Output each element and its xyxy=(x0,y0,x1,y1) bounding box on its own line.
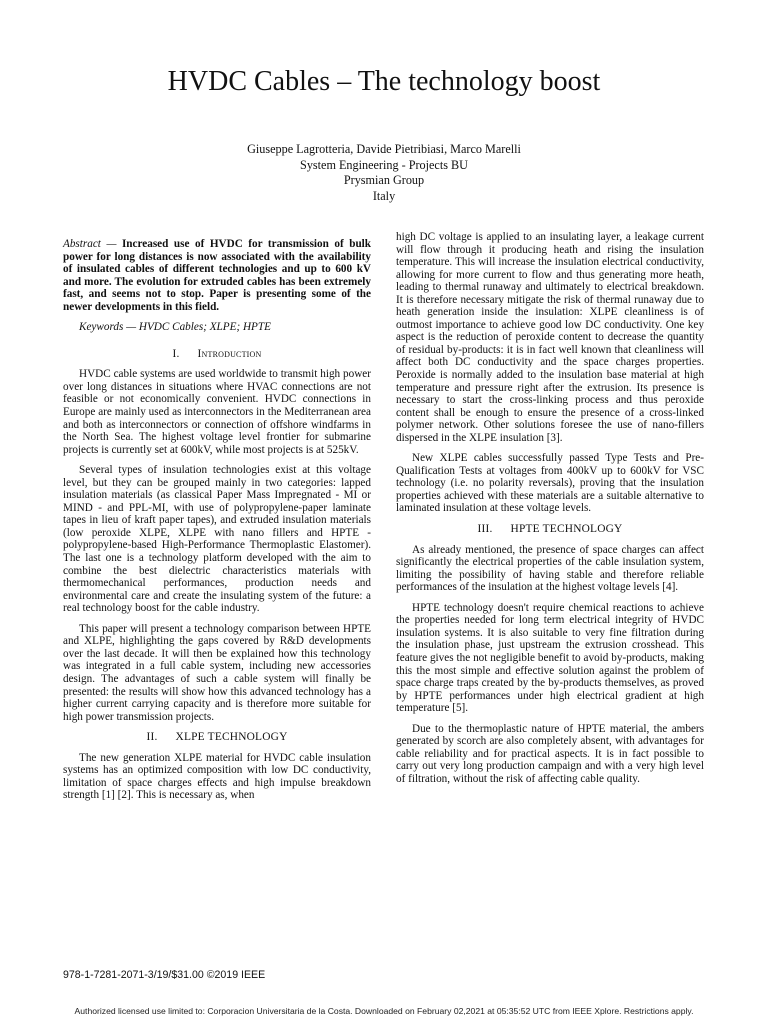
section-heading-hpte xyxy=(396,523,704,536)
author-names: Giuseppe Lagrotteria, Davide Pietribiasi, Marco Marelli xyxy=(247,142,521,156)
affiliation-country: Italy xyxy=(372,188,396,203)
author-block xyxy=(0,142,768,204)
right-column xyxy=(396,231,704,793)
abstract xyxy=(63,238,371,313)
abstract-label: Abstract — xyxy=(63,238,117,250)
left-column xyxy=(63,238,371,810)
paragraph: Due to the thermoplastic nature of HPTE material, the ambers generated by scorch are also completely absent, with advantages for cable reliability and for practical aspects. It is in fact possible to carry out very long production campaign and with a very high level of filtration, without the risk of affecting cable quality. xyxy=(396,722,704,785)
paper-title: HVDC Cables – The technology boost xyxy=(167,66,601,97)
section-title: Introduction xyxy=(197,347,262,360)
paragraph: As already mentioned, the presence of space charges can affect significantly the electrical properties of the cable insulation system, limiting the possibility of having stable and therefore reliable performances of the insulation at the highest voltage levels [4]. xyxy=(396,543,704,594)
license-notice: Authorized licensed use limited to: Corporacion Universitaria de la Costa. Downloaded on February 02,2021 at 05:35:52 UTC from IEEE Xplore. Restrictions apply. xyxy=(74,1006,694,1016)
section-number: I. xyxy=(172,347,180,360)
abstract-text: Increased use of HVDC for transmission of bulk power for long distances is now associated with the availability of insulated cables of different technologies and up to 600 kV and more. The evolution for extruded cables has been extremely fast, and seems not to stop. Paper is presenting some of the newer developments in this field. xyxy=(63,238,372,313)
section-title: HPTE TECHNOLOGY xyxy=(510,523,623,536)
keywords: Keywords — HVDC Cables; XLPE; HPTE xyxy=(79,321,271,334)
paragraph-continued: high DC voltage is applied to an insulating layer, a leakage current will flow through it producing heath and rising the insulation temperature. This will increase the insulation electrical conductivity, allowing for more current to flow and thus generating more heath, leading to thermal runaway and ultimately to electrical breakdown. It is therefore necessary mitigate the risk of thermal runaway due to heath generation inside the insulation: XLPE cleanliness is of outmost importance to achieve good low DC conductivity. One key aspect is the reduction of peroxide content to decrease the quantity of residual by-products: it is in fact well known that cleanliness will affect both DC conductivity and the space charges properties. Peroxide is normally added to the insulation base material at high temperature and pressure right after the extrusion. Its presence is necessary to start the cross-linking process and thus peroxide content shall be enough to ensure the presence of a cross-linked polymer network. Other solutions foresee the use of nano-fillers dispersed in the XLPE insulation [3]. xyxy=(396,231,704,444)
paragraph: New XLPE cables successfully passed Type Tests and Pre-Qualification Tests at voltages from 400kV up to 600kV for VSC technology (i.e. no polarity reversals), proving that the insulation properties achieved with these materials are a suitable alternative to laminated insulation at these voltage levels. xyxy=(396,452,704,515)
section-number: III. xyxy=(477,523,493,536)
paragraph: HPTE technology doesn't require chemical reactions to achieve the properties needed for long term electrical integrity of HVDC insulation systems. It is also suitable to very fine filtration during the insulation phase, just upstream the extrusion crosshead. This feature gives the not negligible benefit to avoid by-products, making this the most simple and effective solution against the problem of space charge traps created by the by-products themselves, as proved by HPTE performances under high electrical gradient at high temperature [5]. xyxy=(396,601,704,715)
affiliation-organization: Prysmian Group xyxy=(343,173,425,187)
section-title: XLPE TECHNOLOGY xyxy=(175,731,288,744)
section-number: II. xyxy=(146,731,158,744)
paragraph: This paper will present a technology comparison between HPTE and XLPE, highlighting the gaps covered by R&D developments over the last decade. It will then be explained how this technology was integrated in a full cable system, including new accessories design. The advantages of such a cable system will finally be presented: the results will show how this advanced technology has a higher current carrying capacity and is therefore more suitable for high power transmission projects. xyxy=(63,622,371,723)
paragraph: The new generation XLPE material for HVDC cable insulation systems has an optimized composition with low DC conductivity, limitation of space charges effects and high impulse breakdown strength [1] [2]. This is necessary as, when xyxy=(63,751,371,802)
paragraph: HVDC cable systems are used worldwide to transmit high power over long distances in situations where HVAC connections are not feasible or not economically convenient. HVDC connections in Europe are mainly used as interconnectors in the Mediterranean area and both as interconnectors or connection of offshore windfarms in the North Sea. The highest voltage level frontier for submarine projects is currently set at 600kV, while most projects is at 525kV. xyxy=(63,368,371,456)
copyright-footer: 978-1-7281-2071-3/19/$31.00 ©2019 IEEE xyxy=(63,969,266,981)
paragraph: Several types of insulation technologies exist at this voltage level, but they can be grouped mainly in two categories: lapped insulation materials (as classical Paper Mass Impregnated - MI or MIND - and PPL-MI, with use of polypropylene-paper laminate tapes in lieu of kraft paper tapes), and extruded insulation materials (low peroxide XLPE, XLPE with nano fillers and HPTE - polypropylene-based High-Performance Thermoplastic Elastomer). The last one is a technology platform developed with the aim to combine the best dielectric characteristics materials with thermomechanical performances, production needs and environmental care and create the insulating system of the future: a real technology boost for the cable industry. xyxy=(63,464,371,615)
affiliation-department: System Engineering - Projects BU xyxy=(300,157,468,172)
section-heading-xlpe xyxy=(63,731,371,744)
section-heading-introduction xyxy=(63,348,371,361)
